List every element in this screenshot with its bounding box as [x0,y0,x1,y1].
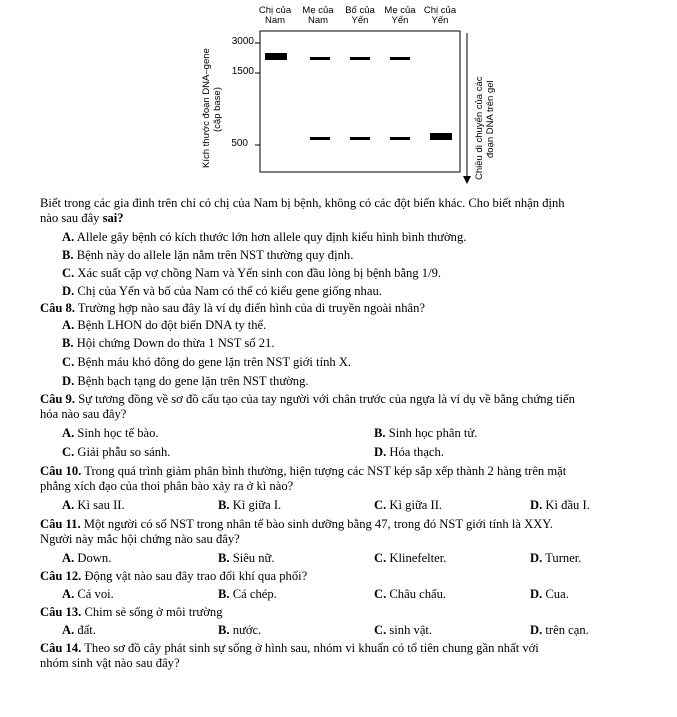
lane-header: Chị của Yến [423,5,457,26]
q13-option-a: A. đất. [62,623,96,637]
lane-header: Mẹ của Yến [384,5,416,26]
q12-option-c: C. Châu chấu. [374,587,447,601]
q10-stem-line1: Câu 10. Trong quá trình giảm phân bình thường, hiện tượng các NST kép sắp xếp thành 2 hàng trên mặt [40,464,567,478]
band-lane4-lower [390,137,410,140]
lane-header: Bố của Yến [345,5,375,26]
q11-option-c: C. Klinefelter. [374,551,447,565]
q7-option-a: A. Allele gây bệnh có kích thước lớn hơn allele quy định kiểu hình bình thường. [62,230,467,244]
tick-label-1500: 1500 [231,66,254,77]
intro-line2: nào sau đây sai? [40,211,124,225]
band-lane4-upper [390,57,410,60]
intro-line1: Biết trong các gia đình trên chỉ có chị của Nam bị bệnh, không có các đột biến khác. Cho biết nhận định [40,196,565,210]
q12-option-d: D. Cua. [530,587,569,601]
q11-option-b: B. Siêu nữ. [218,551,275,565]
band-lane2-upper [310,57,330,60]
q11-stem-line1: Câu 11. Một người có số NST trong nhân tế bào sinh dưỡng bằng 47, trong đó NST giới tính là XXY. [40,517,553,531]
q9-option-a: A. Sinh học tế bào. [62,426,159,440]
lane-header: Chị của Nam [258,5,292,26]
q8-option-d: D. Bệnh bạch tạng do gene lặn trên NST thường. [62,374,309,388]
tick-label-500: 500 [231,138,248,149]
q11-option-a: A. Down. [62,551,112,565]
q13-stem: Câu 13. Chim sẻ sống ở môi trường [40,605,223,619]
q12-stem: Câu 12. Động vật nào sau đây trao đổi khí qua phổi? [40,569,308,583]
q14-stem-line2: nhóm sinh vật nào sau đây? [40,656,180,670]
q13-option-d: D. trên cạn. [530,623,589,637]
q7-option-d: D. Chị của Yến và bố của Nam có thể có kiểu gene giống nhau. [62,284,382,298]
q9-option-b: B. Sinh học phân tử. [374,426,478,440]
q8-option-c: C. Bệnh máu khó đông do gene lặn trên NST giới tính X. [62,355,352,369]
migration-arrow-head [463,176,471,184]
band-lane5-lower [430,133,452,140]
migration-label: Chiều di chuyển của các [474,76,485,180]
q9-option-c: C. Giải phẫu so sánh. [62,445,171,459]
q9-option-d: D. Hóa thạch. [374,445,444,459]
y-axis-unit: (cặp base) [212,87,223,132]
q12-option-a: A. Cá voi. [62,587,114,601]
band-lane3-lower [350,137,370,140]
tick-label-3000: 3000 [231,36,254,47]
lane-header: Mẹ của Nam [302,5,334,26]
q10-option-d: D. Kì đầu I. [530,498,590,512]
q11-stem-line2: Người này mắc hội chứng nào sau đây? [40,532,240,546]
q11-option-d: D. Turner. [530,551,582,565]
q10-stem-line2: phẳng xích đạo của thoi phân bào xảy ra ở kì nào? [40,479,294,493]
q8-option-a: A. Bệnh LHON do đột biến DNA ty thể. [62,318,267,332]
band-lane2-lower [310,137,330,140]
q7-option-b: B. Bệnh này do allele lặn nằm trên NST thường quy định. [62,248,354,262]
q8-option-b: B. Hội chứng Down do thừa 1 NST số 21. [62,336,275,350]
q12-option-b: B. Cá chép. [218,587,277,601]
q13-option-b: B. nước. [218,623,262,637]
q9-stem-line2: hóa nào sau đây? [40,407,127,421]
gel-figure [0,0,677,190]
q8-stem: Câu 8. Trường hợp nào sau đây là ví dụ điển hình của di truyền ngoài nhân? [40,301,425,315]
q14-stem-line1: Câu 14. Theo sơ đồ cây phát sinh sự sống ở hình sau, nhóm vi khuẩn có tổ tiên chung gần nhất với [40,641,539,655]
y-axis-label: Kích thước đoạn DNA–gene [201,48,212,168]
q10-option-b: B. Kì giữa I. [218,498,282,512]
band-lane3-upper [350,57,370,60]
gel-drawing [0,0,677,190]
band-lane1-upper [265,53,287,60]
q10-option-c: C. Kì giữa II. [374,498,443,512]
q7-option-c: C. Xác suất cặp vợ chồng Nam và Yến sinh con đầu lòng bị bệnh bằng 1/9. [62,266,442,280]
gel-frame [260,31,460,172]
migration-label-2: đoạn DNA trên gel [485,80,496,158]
q9-stem-line1: Câu 9. Sự tương đồng về sơ đồ cấu tạo của tay người với chân trước của ngựa là ví dụ về bằng chứng tiến [40,392,575,406]
q13-option-c: C. sinh vật. [374,623,433,637]
q10-option-a: A. Kì sau II. [62,498,125,512]
